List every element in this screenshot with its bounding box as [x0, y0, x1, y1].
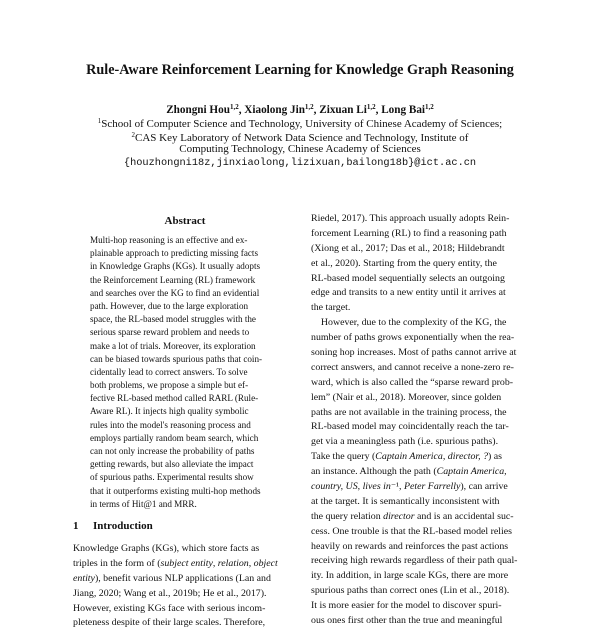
- abstract-line: that it outperforms existing multi-hop methods: [90, 485, 261, 496]
- body-text-line: ity. In addition, in large scale KGs, there are more: [311, 570, 509, 582]
- abstract-line: can not only increase the probability of paths: [90, 446, 255, 456]
- abstract-line: serious sparse reward problem and needs to: [90, 327, 250, 338]
- body-text-line: entity), benefit various NLP applications (Lan and: [73, 572, 271, 584]
- body-text-line: get via a meaningless path (i.e. spurious paths).: [311, 436, 499, 448]
- abstract-line: employs partially random beam search, which: [90, 432, 259, 443]
- body-text-line: paths are not available in the training process, the: [311, 406, 507, 418]
- body-text-line: soning hop increases. Most of paths cannot arrive at: [311, 347, 517, 359]
- affiliation-2-cont: Computing Technology, Chinese Academy of Sciences: [179, 143, 421, 155]
- abstract-line: in Knowledge Graphs (KGs). It usually adopts: [90, 261, 261, 272]
- body-text-line: Riedel, 2017). This approach usually adopts Rein-: [311, 213, 510, 224]
- body-text-line: ous ones first other than the true and meaningful: [311, 615, 503, 627]
- abstract-line: getting rewards, but also alleviate the impact: [90, 459, 254, 470]
- abstract-line: can be biased towards spurious paths that coin-: [90, 353, 263, 364]
- body-text-line: pleteness despite of their large scales. Therefore,: [73, 617, 266, 629]
- body-text-line: RL-based model may coincidentally reach the tar-: [311, 421, 509, 433]
- abstract-line: Multi-hop reasoning is an effective and ex-: [90, 235, 248, 245]
- abstract-line: the Reinforcement Learning (RL) framework: [90, 274, 256, 285]
- abstract-line: and searches over the KG to find an evidential: [90, 287, 260, 298]
- abstract-line: both problems, we propose a simple but ef-: [90, 380, 249, 391]
- body-text-line: heavily on rewards and reinforces the past actions: [311, 540, 509, 552]
- introduction-right-column: [311, 212, 537, 629]
- body-text-line: forcement Learning (RL) to find a reasoning path: [311, 227, 507, 239]
- abstract-heading: Abstract: [164, 215, 206, 227]
- body-text-line: lem” (Nair et al., 2018). Moreover, since golden: [311, 391, 502, 403]
- abstract-line: plainable approach to predicting missing facts: [90, 248, 259, 259]
- paper-title: Rule-Aware Reinforcement Learning for Knowledge Graph Reasoning: [86, 62, 514, 78]
- body-text-line: an instance. Although the path (Captain America,: [311, 466, 507, 478]
- abstract-body: [90, 234, 282, 511]
- abstract-line: space, the RL-based model struggles with the: [90, 314, 256, 325]
- introduction-heading: 1 Introduction: [73, 520, 153, 532]
- body-text-line: the target.: [311, 302, 351, 314]
- affiliation-2: $^2$CAS Key Laboratory of Network Data Science and Technology, Institute of: [131, 131, 469, 144]
- body-text-line: correct answers, and cannot receive a none-zero re-: [311, 361, 514, 373]
- abstract-line: rules into the model's reasoning process and: [90, 419, 251, 430]
- body-text-line: et al., 2020). Starting from the query entity, the: [311, 257, 497, 269]
- abstract-line: make a lot of trials. Moreover, its exploration: [90, 340, 256, 351]
- body-text-line: However, existing KGs face with serious incom-: [73, 602, 266, 614]
- abstract-line: of spurious paths. Experimental results show: [90, 472, 254, 483]
- author: Zhongni Hou$^{1,2}$,: [166, 103, 245, 116]
- body-text-line: RL-based model sequentially selects an outgoing: [311, 272, 505, 284]
- author-email: {houzhongni18z,jinxiaolong,lizixuan,bailong18b}@ict.ac.cn: [123, 157, 477, 169]
- abstract-line: fective RL-based method called RARL (Rule-: [90, 393, 259, 404]
- body-text-line: Knowledge Graphs (KGs), which store facts as: [73, 543, 260, 554]
- body-text-line: spurious paths than correct ones (Lin et al., 2018).: [311, 585, 510, 597]
- introduction-left-column: [73, 542, 303, 631]
- body-text-line: the query relation director and is an accidental suc-: [311, 510, 514, 522]
- body-text-line: Jiang, 2020; Wang et al., 2019b; He et al., 2017).: [73, 587, 267, 599]
- body-text-line: triples in the form of (subject entity, relation, object: [73, 557, 278, 569]
- body-text-line: It is more easier for the model to discover spuri-: [311, 600, 502, 612]
- abstract-line: Aware RL). It injects high quality symbolic: [90, 406, 249, 417]
- body-text-line: ward, which is also called the “sparse reward prob-: [311, 376, 514, 388]
- author: Zixuan Li$^{1,2}$,: [319, 103, 382, 116]
- body-text-line: Take the query (Captain America, director, ?) as: [311, 451, 503, 463]
- body-text-line: at the target. It is semantically inconsistent with: [311, 495, 500, 507]
- author: Xiaolong Jin$^{1,2}$,: [244, 103, 320, 116]
- abstract-line: in terms of Hit@1 and MRR.: [90, 498, 197, 509]
- body-text-line: However, due to the complexity of the KG, the: [311, 317, 507, 329]
- abstract-line: cidentally lead to correct answers. To solve: [90, 366, 248, 377]
- body-text-line: (Xiong et al., 2017; Das et al., 2018; Hildebrandt: [311, 242, 505, 254]
- author: Long Bai$^{1,2}$: [381, 103, 434, 116]
- body-text-line: cess. One trouble is that the RL-based model relies: [311, 525, 513, 537]
- body-text-line: number of paths grows exponentially when the rea-: [311, 332, 515, 344]
- body-text-line: edge and transits to a new entity until it arrives at: [311, 287, 506, 299]
- body-text-line: receiving high rewards regardless of their path qual-: [311, 555, 518, 567]
- affiliation-1: $^1$School of Computer Science and Technology, University of Chinese Academy of Sciences;: [97, 117, 503, 130]
- body-text-line: country, US, lives in⁻¹, Peter Farrelly), can arrive: [311, 481, 508, 493]
- abstract-line: path. However, due to the large exploration: [90, 300, 249, 311]
